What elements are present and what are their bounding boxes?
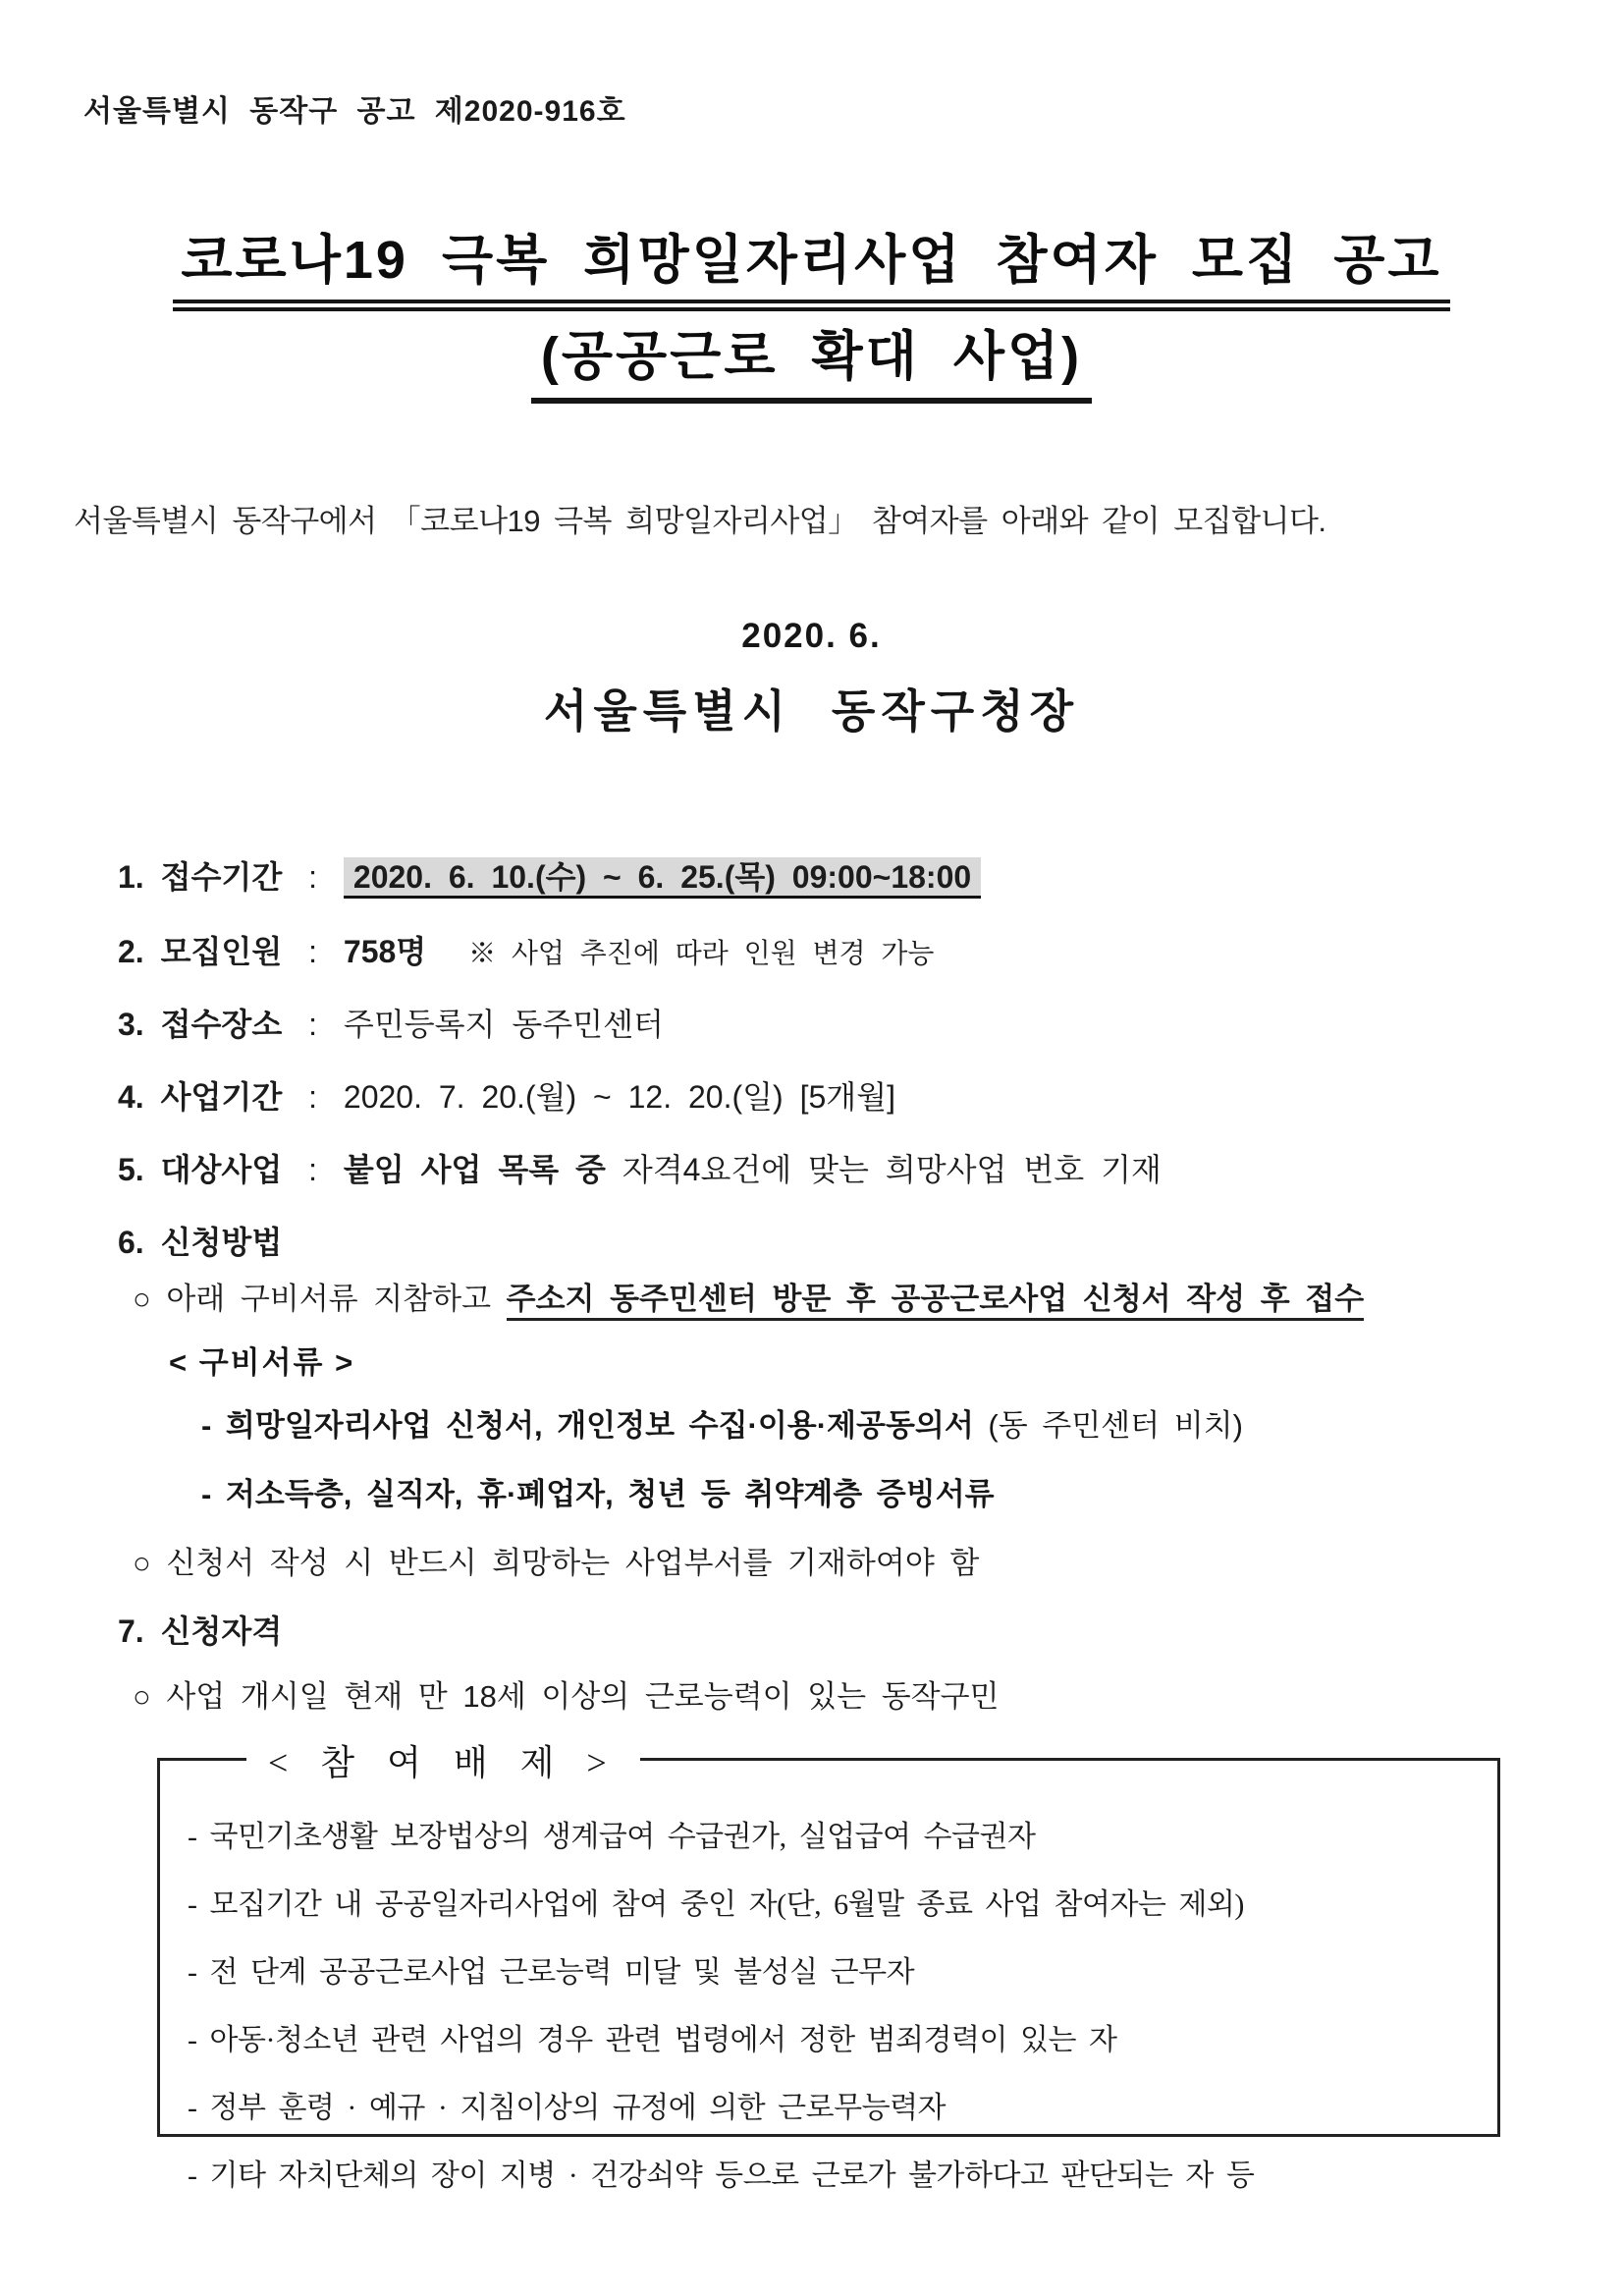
list-item-location (118, 1000, 664, 1045)
list-item-duration (118, 1072, 895, 1118)
headcount-note: ※ 사업 추진에 따라 인원 변경 가능 (468, 938, 935, 968)
method-bullet1-rest: 후 공공근로사업 신청서 작성 후 접수 (831, 1282, 1365, 1316)
title-row-1 (0, 218, 1623, 311)
item-label: 대상사업 (160, 1152, 283, 1187)
list-item-target-business (118, 1145, 1162, 1190)
target-business-bold: 붙임 사업 목록 중 (343, 1152, 606, 1187)
exclusion-item: - 아동·청소년 관련 사업의 경우 관련 법령에서 정한 범죄경력이 있는 자 (188, 2024, 1117, 2056)
list-item-qualification (118, 1607, 282, 1652)
application-period-value: 2020. 6. 10.(수) ~ 6. 25.(목) 09:00~18:00 (344, 857, 981, 899)
signature-issuer: 서울특별시 동작구청장 (543, 685, 1080, 737)
exclusion-box (157, 1743, 1500, 2192)
item-colon: : (308, 1007, 318, 1042)
item-number: 2. (118, 934, 144, 969)
duration-value: 2020. 7. 20.(월) ~ 12. 20.(일) [5개월] (343, 1079, 896, 1115)
exclusion-item: - 국민기초생활 보장법상의 생계급여 수급권가, 실업급여 수급권자 (188, 1821, 1036, 1853)
list-item-method (118, 1218, 282, 1263)
target-business-rest: 자격4요건에 맞는 희망사업 번호 기재 (622, 1152, 1162, 1187)
required-doc-2: - 저소득층, 실직자, 휴·폐업자, 청년 등 취약계층 증빙서류 (201, 1477, 995, 1511)
list-item-period (118, 852, 981, 898)
qualification-bullet: ○ 사업 개시일 현재 만 18세 이상의 근로능력이 있는 동작구민 (133, 1679, 1000, 1714)
intro-paragraph: 서울특별시 동작구에서 「코로나19 극복 희망일자리사업」 참여자를 아래와 같이 모집합니다. (74, 504, 1326, 538)
item-number: 7. (118, 1613, 144, 1649)
item-number: 6. (118, 1225, 144, 1260)
exclusion-item: - 모집기간 내 공공일자리사업에 참여 중인 자(단, 6월말 종료 사업 참여자는 제외) (188, 1888, 1244, 1921)
method-bullet-2: ○ 신청서 작성 시 반드시 희망하는 사업부서를 기재하여야 함 (133, 1546, 980, 1580)
exclusion-item: - 정부 훈령 · 예규 · 지침이상의 규정에 의한 근로무능력자 (188, 2092, 947, 2124)
page-title-line1: 코로나19 극복 희망일자리사업 참여자 모집 공고 (173, 218, 1449, 311)
title-row-2 (0, 314, 1623, 404)
item-colon: : (308, 1152, 318, 1187)
signature-date: 2020. 6. (741, 617, 882, 655)
doc-number: 서울특별시 동작구 공고 제2020-916호 (83, 95, 626, 128)
item-number: 4. (118, 1079, 144, 1115)
method-bullet1-underlined (507, 1282, 1365, 1321)
required-doc-1 (201, 1400, 1243, 1445)
required-docs-header: < 구비서류 > (169, 1345, 355, 1380)
method-bullet1-prefix: ○ 아래 구비서류 지참하고 (133, 1282, 507, 1316)
method-bullet1-bold: 주소지 동주민센터 방문 (506, 1282, 832, 1316)
page-title-line2: (공공근로 확대 사업) (531, 314, 1092, 404)
item-label: 신청방법 (160, 1225, 283, 1260)
exclusion-item: - 전 단계 공공근로사업 근로능력 미달 및 불성실 근무자 (188, 1956, 915, 1989)
required-doc1-main: - 희망일자리사업 신청서, 개인정보 수집·이용·제공동의서 (201, 1408, 974, 1443)
item-number: 1. (118, 859, 144, 895)
location-value: 주민등록지 동주민센터 (343, 1007, 664, 1042)
list-item-headcount (118, 927, 934, 972)
item-colon: : (308, 1079, 318, 1115)
item-number: 5. (118, 1152, 144, 1187)
headcount-value: 758명 (343, 934, 427, 969)
item-colon: : (308, 859, 318, 895)
item-number: 3. (118, 1007, 144, 1042)
item-colon: : (308, 934, 318, 969)
item-label: 모집인원 (160, 934, 283, 969)
required-doc1-note: (동 주민센터 비치) (973, 1408, 1243, 1443)
item-label: 접수장소 (160, 1007, 283, 1042)
item-label: 사업기간 (160, 1079, 283, 1115)
exclusion-item: - 기타 자치단체의 장이 지병 · 건강쇠약 등으로 근로가 불가하다고 판단되는 자 등 (188, 2159, 1255, 2192)
method-bullet-1 (133, 1274, 1364, 1318)
item-label: 신청자격 (160, 1613, 283, 1649)
item-label: 접수기간 (160, 859, 283, 895)
exclusion-box-title: < 참 여 배 제 > (246, 1735, 640, 1785)
